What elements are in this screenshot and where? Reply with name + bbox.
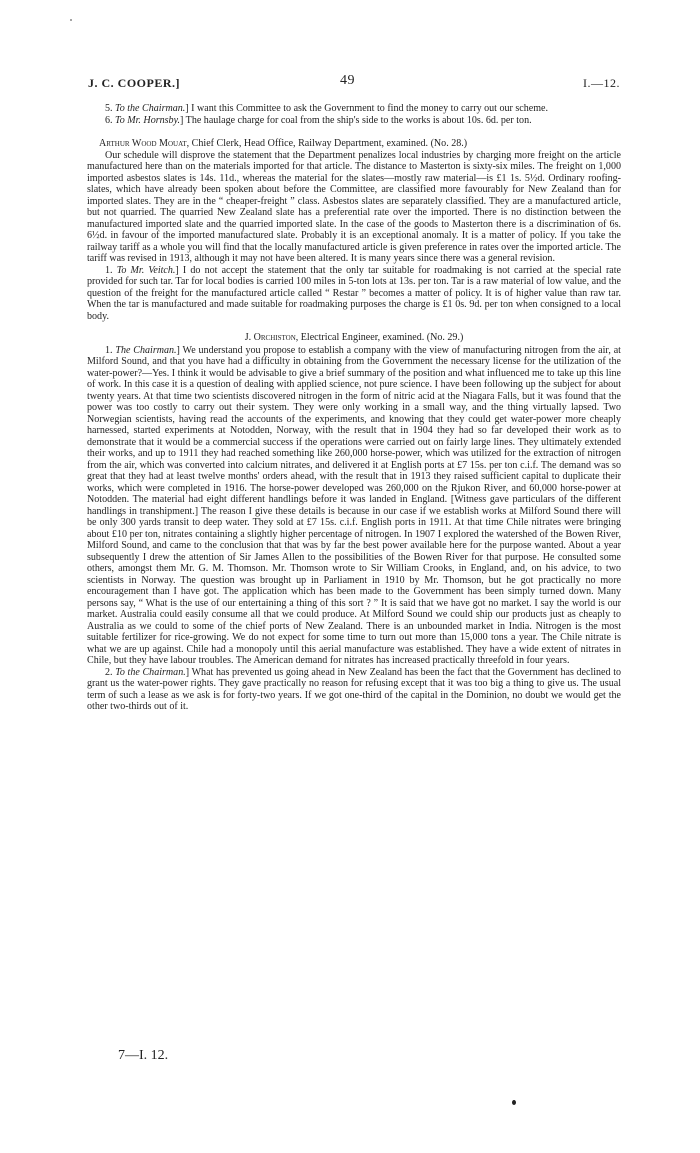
document-body (87, 103, 621, 713)
witness-heading (87, 138, 621, 150)
paragraph: 1. To Mr. Veitch.] I do not accept the statement that the only tar suitable for roadmaking is not carried at the special rate provided for such tar. Tar for local bodies is carried 100 miles in 5-ton lots at 13s. per ton. Tar is a raw material of low value, and the question of the freight for the manufactured article called “ Restar ” becomes a matter of policy. It is of higher value than raw tar. When the tar is manufactured and made suitable for roadmaking purposes the charge is £1 0s. 9d. per ton when consigned to a local body. (87, 264, 621, 322)
paragraph-group-witness-28 (87, 150, 621, 323)
header-left: J. C. COOPER.] (88, 76, 180, 90)
page-header (88, 73, 620, 92)
witness-name: Arthur Wood Mouat (99, 138, 187, 149)
paragraph: 5. To the Chairman.] I want this Committee to ask the Government to find the money to carry out our scheme. (105, 103, 549, 114)
witness-name: J. Orchiston (244, 332, 296, 343)
witness-heading (87, 332, 621, 344)
paragraph: Our schedule will disprove the statement that the Department penalizes local industries by charging more freight on the article manufactured here than on the materials imported for that article. The distance to Masterton is sixty-six miles. The freight on 1,000 imported asbestos slates is 14s. 11d., whereas the material for the slates—mostly raw material—is £1 1s. 5½d. Ordinary roofing-slates, which have already been spoken about before the Committee, are classified more favourably for New Zealand than for imported slates. They are in the “ cheaper-freight ” class. Asbestos slates are separately classified. They are a manufactured article, but not quarried. The quarried New Zealand slate has a preferential rate over the imported. There is no distinction between the manufactured imported slate and the quarried imported slate. In the case of the goods to Masterton there is a discrimination of 6s. 6½d. in favour of the imported manufactured slate. Probably it is an exceptional anomaly. It is a matter of policy. If you take the railway tariff as a whole you will find that the locally manufactured article is given preference in rates over the imported article. The tariff was revised in 1913, although it may not have been altered. It is many years since there was a general revision. (87, 149, 621, 264)
paragraph-group-witness-29 (87, 345, 621, 713)
header-right: I.—12. (583, 76, 620, 90)
paragraph: 1. The Chairman.] We understand you propose to establish a company with the view of manufacturing nitrogen from the air, at Milford Sound, and that you have had a difficulty in obtaining from the Government the necessary license for the utilization of the water-power?—Yes. I think it would be advisable to give a brief summary of the position and what influenced me to take up this line of work. In this case it is a question of dealing with applied science, not pure science. I have been following up the subject for about twenty years. At that time two scientists discovered nitrogen in the form of nitric acid at the Niagara Falls, but it was found that the power was too costly to carry out their system. They were only working in a small way, and the thing virtually lapsed. Two Norwegian scientists, having read the accounts of the experiments, and knowing that they could get water-power more cheaply harnessed, started experiments at Notodden, Norway, with the result that in 1904 they had so far developed their work as to demonstrate that it would be a commercial success if the operations were carried out on fairly large lines. They ultimately extended their works, and up to 1911 they had reached something like 260,000 horse-power, which was utilized for the extraction of nitrogen from the air, which was converted into calcium nitrates, and delivered it at English ports at £7 15s. per ton c.i.f. The demand was so great that they had at least twelve months' orders ahead, with the result that in 1913 they raised sufficient capital to duplicate their works, which were completed in 1916. The horse-power developed was 260,000 on the Rjukon River, and 60,000 horse-power at Notodden. The material had eight different handlings before it was landed in England. [Witness gave particulars of the different handlings in transhipment.] The reason I give these details is because in our case if we establish works at Milford Sound there will be only 300 yards transit to deep water. They sold at £7 15s. c.i.f. English ports in 1911. At that time Chile nitrates were bringing about £10 per ton, nitrates containing a slightly higher percentage of nitrogen. In 1907 I explored the watershed of the Bowen River, Milford Sound, and came to the conclusion that that was by far the best power available here for the purpose wanted. About a year subsequently I drew the attention of Sir James Allen to the possibilities of the Bowen River for that purpose. He consulted some others, amongst them Mr. G. M. Thomson. Mr. Thomson wrote to Sir William Crooks, in England, and, on his advice, to two scientists in Norway. The question was brought up in Parliament in 1910 by Mr. Thomson, but he got practically no more encouragement than I have got. The application which has been made to the Government has been simply turned down. Many persons say, “ What is the use of our entertaining a thing of this sort ? ” It is said that we have got no market. I say the world is our market. Australia could easily consume all that we could produce. At Milford Sound we could ship our products just as cheaply to Australia as we could to some of the chief ports of New Zealand. There is an unbounded market in India. Nitrogen is the most suitable fertilizer for rice-growing. We do not expect for some time to turn out more than 15,000 tons a year. The Chile nitrate is what we are up against. Chile had a monopoly until this aerial manufacture was established. They have a wide extent of nitrates in Chile, but they have labour troubles. The American demand for nitrates has increased practically threefold in four years. (87, 344, 621, 666)
scan-speck (70, 19, 72, 21)
signature-mark: 7—I. 12. (118, 1048, 169, 1063)
paragraph: 2. To the Chairman.] What has prevented us going ahead in New Zealand has been the fact that the Government has declined to grant us the water-power rights. They gave practically no reason for refusing except that it was too big a thing to give us. The usual term of such a lease as we ask is for forty-two years. If we got one-third of the capital in the Dominion, no doubt we would get the other two-thirds out of it. (87, 666, 622, 712)
paragraph: 6. To Mr. Hornsby.] The haulage charge for coal from the ship's side to the works is about 10s. 6d. per ton. (105, 114, 532, 126)
scan-dot (512, 1100, 516, 1105)
paragraph-group-intro (87, 103, 621, 126)
witness-title: , Chief Clerk, Head Office, Railway Department, examined. (No. 28.) (186, 138, 468, 149)
witness-title: , Electrical Engineer, examined. (No. 29.) (295, 332, 464, 343)
page-number: 49 (340, 73, 355, 88)
